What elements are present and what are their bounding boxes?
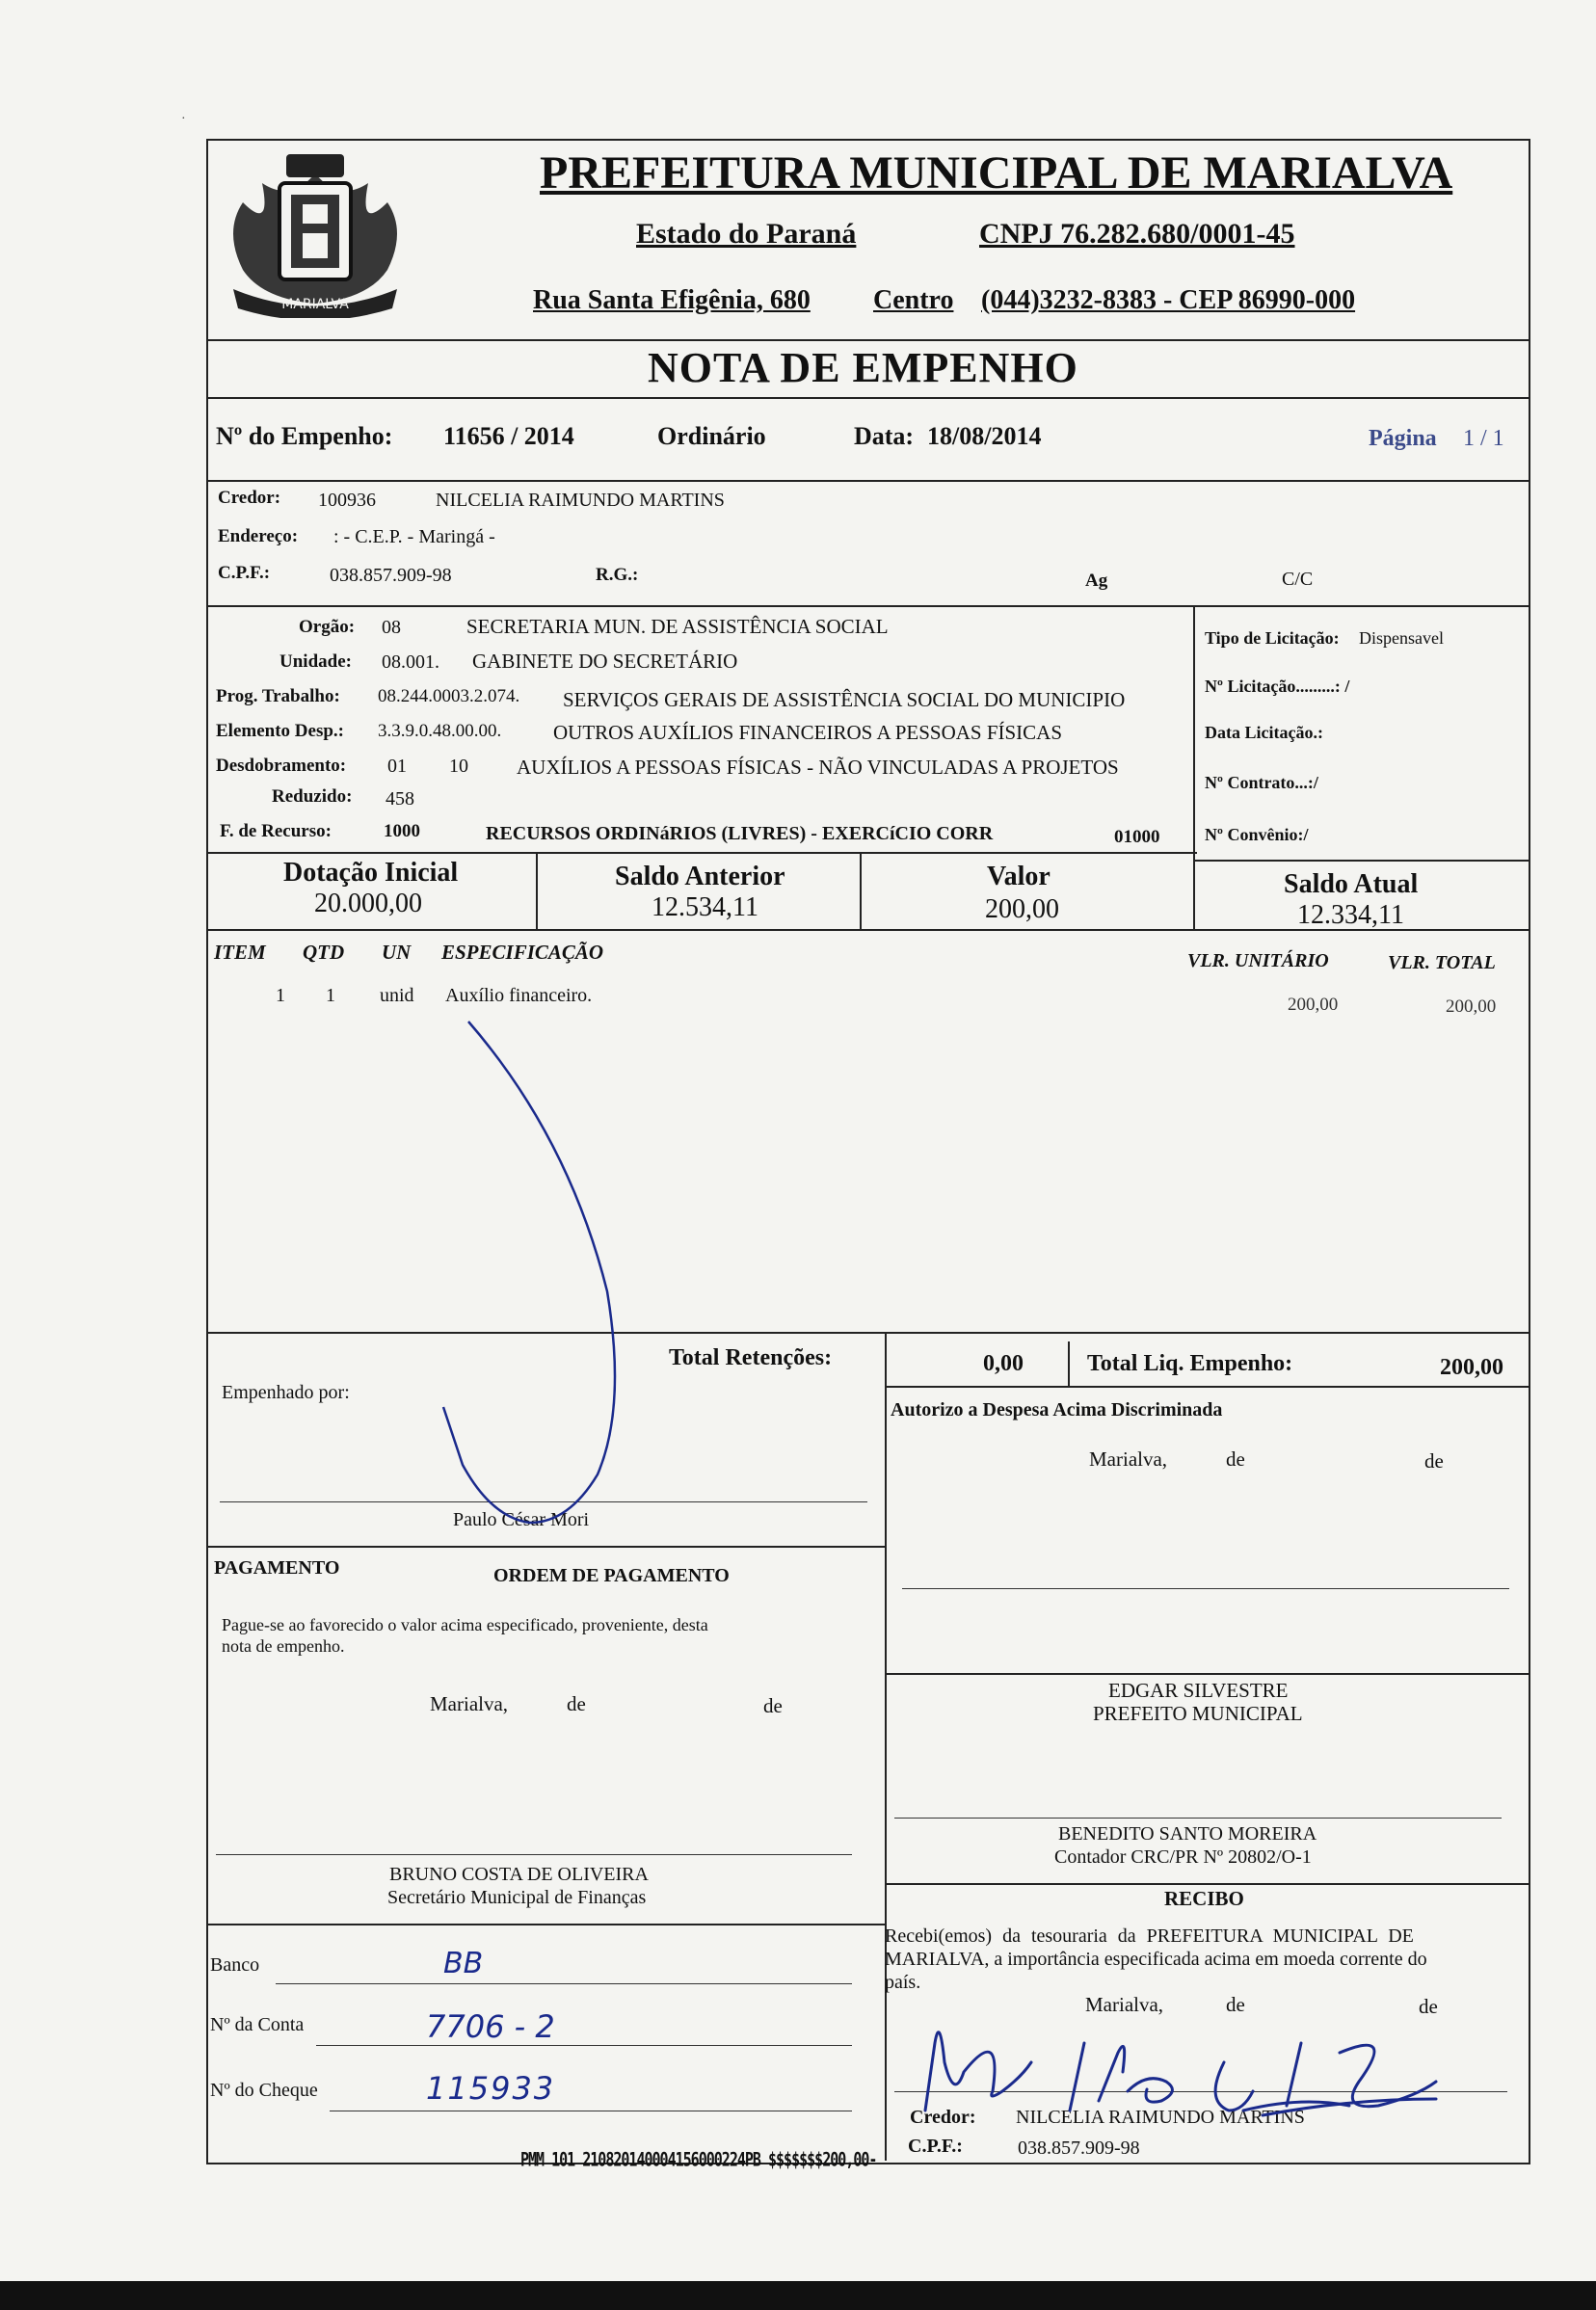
tipo-licitacao-label: Tipo de Licitação: bbox=[1205, 628, 1340, 648]
reduzido-value: 458 bbox=[386, 788, 414, 810]
conta-label: Nº da Conta bbox=[210, 2014, 305, 2035]
retencoes-bottom-divider bbox=[885, 1386, 1529, 1388]
prefeito-top-divider bbox=[885, 1673, 1529, 1675]
total-retencoes-value: 0,00 bbox=[983, 1351, 1024, 1376]
banco-line bbox=[276, 1983, 852, 1984]
credor-signature bbox=[896, 1985, 1475, 2130]
saldo-atual-value: 12.334,11 bbox=[1297, 900, 1404, 930]
prefeito-signature-line bbox=[902, 1588, 1509, 1589]
conta-value: 7706 - 2 bbox=[426, 2008, 555, 2045]
prog-trabalho-code: 08.244.0003.2.074. bbox=[378, 686, 520, 706]
desdobramento-code-2: 10 bbox=[449, 756, 468, 777]
recibo-de-1: de bbox=[1226, 1993, 1245, 2016]
page-label: Página bbox=[1369, 426, 1437, 451]
orgao-code: 08 bbox=[382, 617, 401, 638]
items-header-total-value: VLR. TOTAL bbox=[1388, 952, 1496, 973]
retencoes-sep-1 bbox=[885, 1332, 887, 1386]
signature-center-divider bbox=[885, 1386, 887, 2161]
empenho-type: Ordinário bbox=[657, 422, 766, 450]
date-label: Data: bbox=[854, 422, 915, 450]
cheque-label: Nº do Cheque bbox=[210, 2080, 318, 2101]
dotacao-inicial-value: 20.000,00 bbox=[314, 889, 422, 918]
item-qtd: 1 bbox=[326, 985, 335, 1006]
budget-licitacao-separator bbox=[1193, 605, 1195, 860]
items-header-item: ITEM bbox=[214, 941, 266, 964]
empenho-number: 11656 / 2014 bbox=[443, 422, 574, 450]
elemento-code: 3.3.9.0.48.00.00. bbox=[378, 721, 502, 741]
empenho-number-label: Nº do Empenho: bbox=[216, 422, 393, 450]
cnpj: CNPJ 76.282.680/0001-45 bbox=[979, 218, 1295, 250]
autorizo-place: Marialva, bbox=[1089, 1447, 1168, 1471]
district: Centro bbox=[873, 285, 954, 315]
ag-label: Ag bbox=[1085, 571, 1108, 591]
items-header-un: UN bbox=[382, 941, 412, 964]
cc-label: C/C bbox=[1282, 569, 1314, 590]
orgao-name: SECRETARIA MUN. DE ASSISTÊNCIA SOCIAL bbox=[466, 615, 889, 638]
recibo-credor-name: NILCELIA RAIMUNDO MARTINS bbox=[1016, 2107, 1305, 2128]
totals-sep-1 bbox=[536, 852, 538, 929]
contador-title: Contador CRC/PR Nº 20802/O-1 bbox=[1054, 1846, 1312, 1868]
valor-value: 200,00 bbox=[985, 894, 1059, 924]
valor-label: Valor bbox=[987, 862, 1051, 891]
conta-line bbox=[316, 2045, 852, 2046]
recurso-code: 1000 bbox=[384, 821, 420, 841]
items-header-qtd: QTD bbox=[303, 941, 345, 964]
licitacao-date: Data Licitação.: bbox=[1205, 723, 1323, 742]
pagamento-de-1: de bbox=[567, 1692, 586, 1715]
municipal-coat-of-arms-logo bbox=[214, 145, 416, 318]
secretario-title: Secretário Municipal de Finanças bbox=[387, 1887, 647, 1908]
autorizo-de-1: de bbox=[1226, 1447, 1245, 1471]
recibo-de-2: de bbox=[1419, 1995, 1438, 2018]
desdobramento-name: AUXÍLIOS A PESSOAS FÍSICAS - NÃO VINCULADAS A PROJETOS bbox=[517, 756, 1119, 779]
pagamento-text-line-1: Pague-se ao favorecido o valor acima especificado, proveniente, desta bbox=[222, 1615, 708, 1634]
title-divider bbox=[206, 397, 1529, 399]
desdobramento-label: Desdobramento: bbox=[216, 756, 347, 776]
page-number: 1 / 1 bbox=[1463, 426, 1504, 451]
recurso-label: F. de Recurso: bbox=[220, 821, 332, 841]
recibo-top-divider bbox=[885, 1883, 1529, 1885]
document-title: NOTA DE EMPENHO bbox=[648, 344, 1078, 391]
convenio-number: Nº Convênio:/ bbox=[1205, 825, 1309, 844]
recibo-cpf-label: C.P.F.: bbox=[908, 2136, 963, 2157]
cpf-value: 038.857.909-98 bbox=[330, 565, 452, 586]
totals-divider bbox=[206, 929, 1529, 931]
recurso-code-2: 01000 bbox=[1114, 827, 1160, 847]
licitacao-bottom-divider bbox=[1193, 860, 1529, 862]
item-unit: unid bbox=[380, 985, 414, 1006]
payment-stamp: PMM 101 210820140004156000224PB $$$$$$$200,00- bbox=[520, 2148, 877, 2171]
item-total-value: 200,00 bbox=[1446, 996, 1497, 1017]
contador-signature-line bbox=[894, 1818, 1502, 1819]
rg-label: R.G.: bbox=[596, 565, 639, 585]
reduzido-label: Reduzido: bbox=[272, 786, 353, 807]
totals-sep-2 bbox=[860, 852, 862, 929]
orgao-label: Orgão: bbox=[299, 617, 356, 637]
municipality-title: PREFEITURA MUNICIPAL DE MARIALVA bbox=[540, 147, 1453, 199]
pagamento-text-line-2: nota de empenho. bbox=[222, 1636, 345, 1656]
recibo-place: Marialva, bbox=[1085, 1993, 1164, 2016]
unidade-label: Unidade: bbox=[279, 651, 352, 672]
saldo-anterior-value: 12.534,11 bbox=[652, 892, 758, 922]
header-divider bbox=[206, 339, 1529, 341]
item-specification: Auxílio financeiro. bbox=[445, 985, 593, 1006]
recibo-text-line-3: país. bbox=[885, 1972, 921, 1993]
credor-label: Credor: bbox=[218, 488, 281, 508]
autorizo-de-2: de bbox=[1424, 1449, 1444, 1473]
recibo-text-line-1: Recebi(emos) da tesouraria da PREFEITURA MUNICIPAL DE bbox=[885, 1925, 1414, 1947]
retencoes-sep-2 bbox=[1068, 1341, 1070, 1386]
banco-label: Banco bbox=[210, 1954, 260, 1976]
secretario-bottom-divider bbox=[206, 1924, 885, 1925]
saldo-atual-label: Saldo Atual bbox=[1284, 869, 1419, 899]
total-retencoes-label: Total Retenções: bbox=[669, 1345, 833, 1370]
credor-divider bbox=[206, 605, 1529, 607]
empenho-divider bbox=[206, 480, 1529, 482]
bottom-scan-bar bbox=[0, 2281, 1596, 2310]
recibo-credor-label: Credor: bbox=[910, 2107, 976, 2128]
banco-value: BB bbox=[443, 1947, 484, 1980]
empenhado-signature bbox=[424, 1002, 636, 1542]
unidade-code: 08.001. bbox=[382, 651, 439, 673]
autorizo-label: Autorizo a Despesa Acima Discriminada bbox=[891, 1399, 1223, 1421]
prefeito-name: EDGAR SILVESTRE bbox=[1108, 1679, 1289, 1702]
secretario-signature-line bbox=[216, 1854, 852, 1855]
scan-speck: · bbox=[181, 112, 186, 126]
total-liq-empenho-label: Total Liq. Empenho: bbox=[1087, 1351, 1293, 1376]
pagamento-de-2: de bbox=[763, 1694, 783, 1717]
item-unit-value: 200,00 bbox=[1288, 995, 1339, 1015]
desdobramento-code-1: 01 bbox=[387, 756, 407, 777]
cheque-value: 115933 bbox=[426, 2070, 556, 2107]
items-header-unit-value: VLR. UNITÁRIO bbox=[1187, 950, 1329, 971]
empenhado-por-label: Empenhado por: bbox=[222, 1382, 350, 1403]
cpf-label: C.P.F.: bbox=[218, 563, 271, 583]
prefeito-title: PREFEITO MUNICIPAL bbox=[1093, 1702, 1303, 1725]
total-liq-empenho-value: 200,00 bbox=[1440, 1355, 1503, 1380]
contador-name: BENEDITO SANTO MOREIRA bbox=[1058, 1823, 1317, 1845]
secretario-name: BRUNO COSTA DE OLIVEIRA bbox=[389, 1864, 649, 1885]
unidade-name: GABINETE DO SECRETÁRIO bbox=[472, 650, 738, 673]
logo-ribbon-text: MARIALVA bbox=[281, 297, 349, 312]
phone-and-cep: (044)3232-8383 - CEP 86990-000 bbox=[981, 285, 1356, 315]
credor-name: NILCELIA RAIMUNDO MARTINS bbox=[436, 490, 725, 511]
licitacao-number: Nº Licitação.........: / bbox=[1205, 677, 1350, 696]
dotacao-inicial-label: Dotação Inicial bbox=[283, 858, 459, 888]
recibo-text-line-2: MARIALVA, a importância especificada acima em moeda corrente do bbox=[885, 1949, 1427, 1970]
state-name: Estado do Paraná bbox=[636, 218, 857, 250]
budget-divider bbox=[206, 852, 1197, 854]
elemento-label: Elemento Desp.: bbox=[216, 721, 344, 741]
pagamento-place: Marialva, bbox=[430, 1692, 509, 1715]
item-number: 1 bbox=[276, 985, 285, 1006]
ordem-de-pagamento-label: ORDEM DE PAGAMENTO bbox=[493, 1565, 730, 1586]
totals-sep-3 bbox=[1193, 852, 1195, 929]
prog-trabalho-name: SERVIÇOS GERAIS DE ASSISTÊNCIA SOCIAL DO MUNICIPIO bbox=[563, 688, 1126, 711]
empenhado-por-name: Paulo César Mori bbox=[453, 1509, 590, 1530]
tipo-licitacao-value: Dispensavel bbox=[1359, 628, 1444, 648]
empenho-date: 18/08/2014 bbox=[927, 422, 1042, 450]
elemento-name: OUTROS AUXÍLIOS FINANCEIROS A PESSOAS FÍSICAS bbox=[553, 721, 1063, 744]
contrato-number: Nº Contrato...:/ bbox=[1205, 773, 1318, 792]
items-header-spec: ESPECIFICAÇÃO bbox=[441, 941, 604, 964]
endereco-label: Endereço: bbox=[218, 526, 299, 546]
credor-code: 100936 bbox=[318, 490, 376, 511]
saldo-anterior-label: Saldo Anterior bbox=[615, 862, 785, 891]
prog-trabalho-label: Prog. Trabalho: bbox=[216, 686, 340, 706]
recibo-cpf-value: 038.857.909-98 bbox=[1018, 2137, 1140, 2159]
recurso-name: RECURSOS ORDINáRIOS (LIVRES) - EXERCíCIO CORR bbox=[486, 823, 994, 844]
pagamento-label: PAGAMENTO bbox=[214, 1557, 340, 1579]
retencoes-divider bbox=[206, 1332, 1529, 1334]
endereco-value: : - C.E.P. - Maringá - bbox=[333, 526, 495, 547]
empenhado-bottom-divider bbox=[206, 1546, 885, 1548]
street-address: Rua Santa Efigênia, 680 bbox=[533, 285, 811, 315]
recibo-label: RECIBO bbox=[1164, 1887, 1244, 1910]
